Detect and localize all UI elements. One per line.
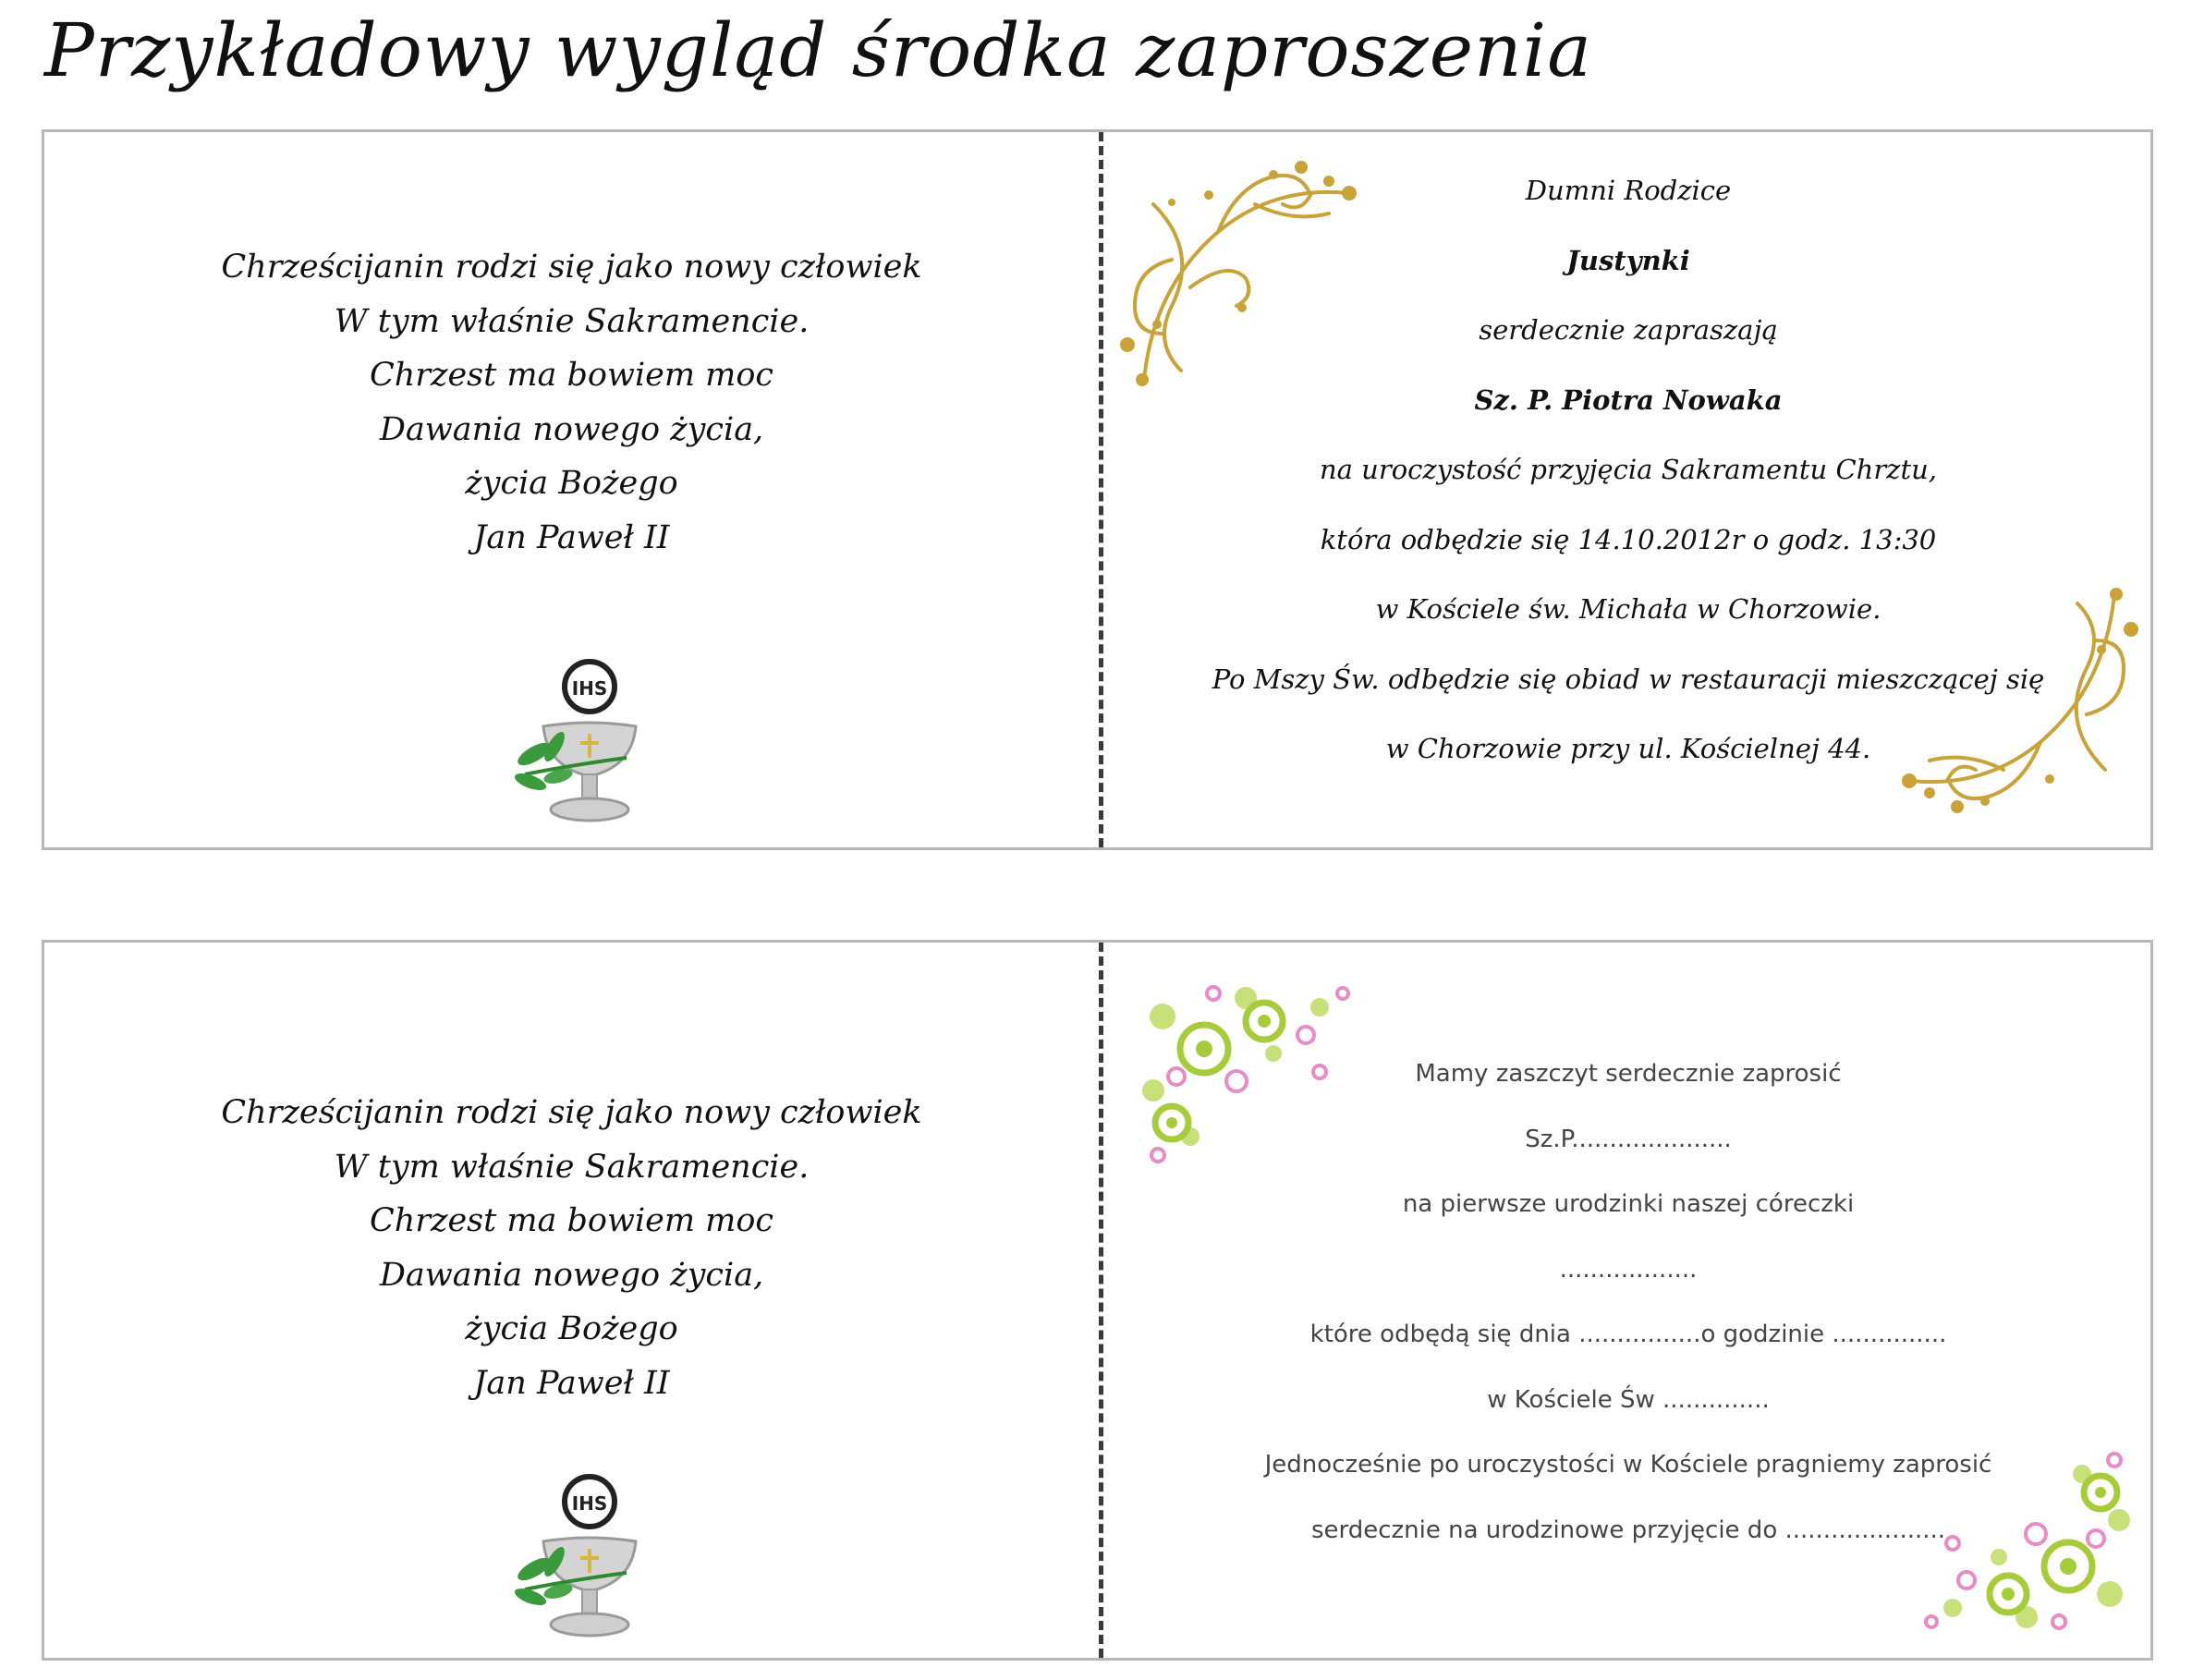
verse-block (44, 240, 1099, 565)
invitation-line: która odbędzie się 14.10.2012r o godz. 13:30 (1320, 523, 1937, 555)
verse-author: Jan Paweł II (473, 518, 670, 556)
child-name-blank: .................. (1559, 1255, 1698, 1284)
verse-line: Chrzest ma bowiem moc (369, 1202, 774, 1239)
invitation-line: Mamy zaszczyt serdecznie zaprosić (1415, 1060, 1842, 1088)
chalice-icon (506, 1469, 673, 1645)
invitation-line: w Chorzowie przy ul. Kościelnej 44. (1385, 733, 1871, 764)
invitation-line: na pierwsze urodzinki naszej córeczki (1402, 1190, 1855, 1218)
guest-name-blank: Sz.P..................... (1525, 1125, 1732, 1153)
flower-ornament-icon (1135, 980, 1361, 1164)
invitation-line: w Kościele Św .............. (1487, 1385, 1770, 1414)
flower-ornament-icon (1920, 1446, 2137, 1636)
invitation-line: które odbędą się dnia ................o godzinie ............... (1309, 1321, 1947, 1348)
verse-line: Chrześcijanin rodzi się jako nowy człowiek (221, 249, 922, 286)
child-name: Justynki (1566, 244, 1690, 276)
guest-name: Sz. P. Piotra Nowaka (1474, 383, 1783, 416)
invitation-card-baptism (42, 129, 2153, 850)
invitation-line: na uroczystość przyjęcia Sakramentu Chrztu, (1319, 454, 1938, 485)
invitation-line: Jednocześnie po uroczystości w Kościele pragniemy zaprosić (1264, 1451, 1992, 1479)
gold-swirl-ornament-icon (1902, 576, 2142, 825)
chalice-icon (506, 654, 673, 830)
invitation-line: serdecznie zapraszają (1479, 314, 1778, 346)
invitation-line: serdecznie na urodzinowe przyjęcie do ..................... (1310, 1516, 1946, 1544)
invitation-line: Po Mszy Św. odbędzie się obiad w restauracji mieszczącej się (1212, 663, 2045, 695)
verse-line: Chrzest ma bowiem moc (369, 357, 774, 394)
chalice-monogram: IHS (571, 1492, 608, 1515)
verse-line: W tym właśnie Sakramencie. (334, 302, 810, 340)
verse-line: Dawania nowego życia, (379, 1256, 764, 1294)
chalice-monogram: IHS (571, 677, 608, 700)
invitation-card-birthday (42, 940, 2153, 1661)
invitation-line: w Kościele św. Michała w Chorzowie. (1375, 593, 1881, 625)
verse-line: Chrześcijanin rodzi się jako nowy człowiek (221, 1094, 922, 1131)
invitation-line: Dumni Rodzice (1525, 175, 1732, 206)
verse-author: Jan Paweł II (473, 1364, 670, 1402)
verse-line: życia Bożego (465, 465, 678, 502)
page-title: Przykładowy wygląd środka zaproszenia (44, 7, 1592, 93)
gold-swirl-ornament-icon (1116, 149, 1366, 398)
verse-line: W tym właśnie Sakramencie. (334, 1148, 810, 1186)
verse-block (44, 1086, 1099, 1410)
verse-line: Dawania nowego życia, (379, 410, 764, 448)
verse-line: życia Bożego (465, 1310, 678, 1347)
